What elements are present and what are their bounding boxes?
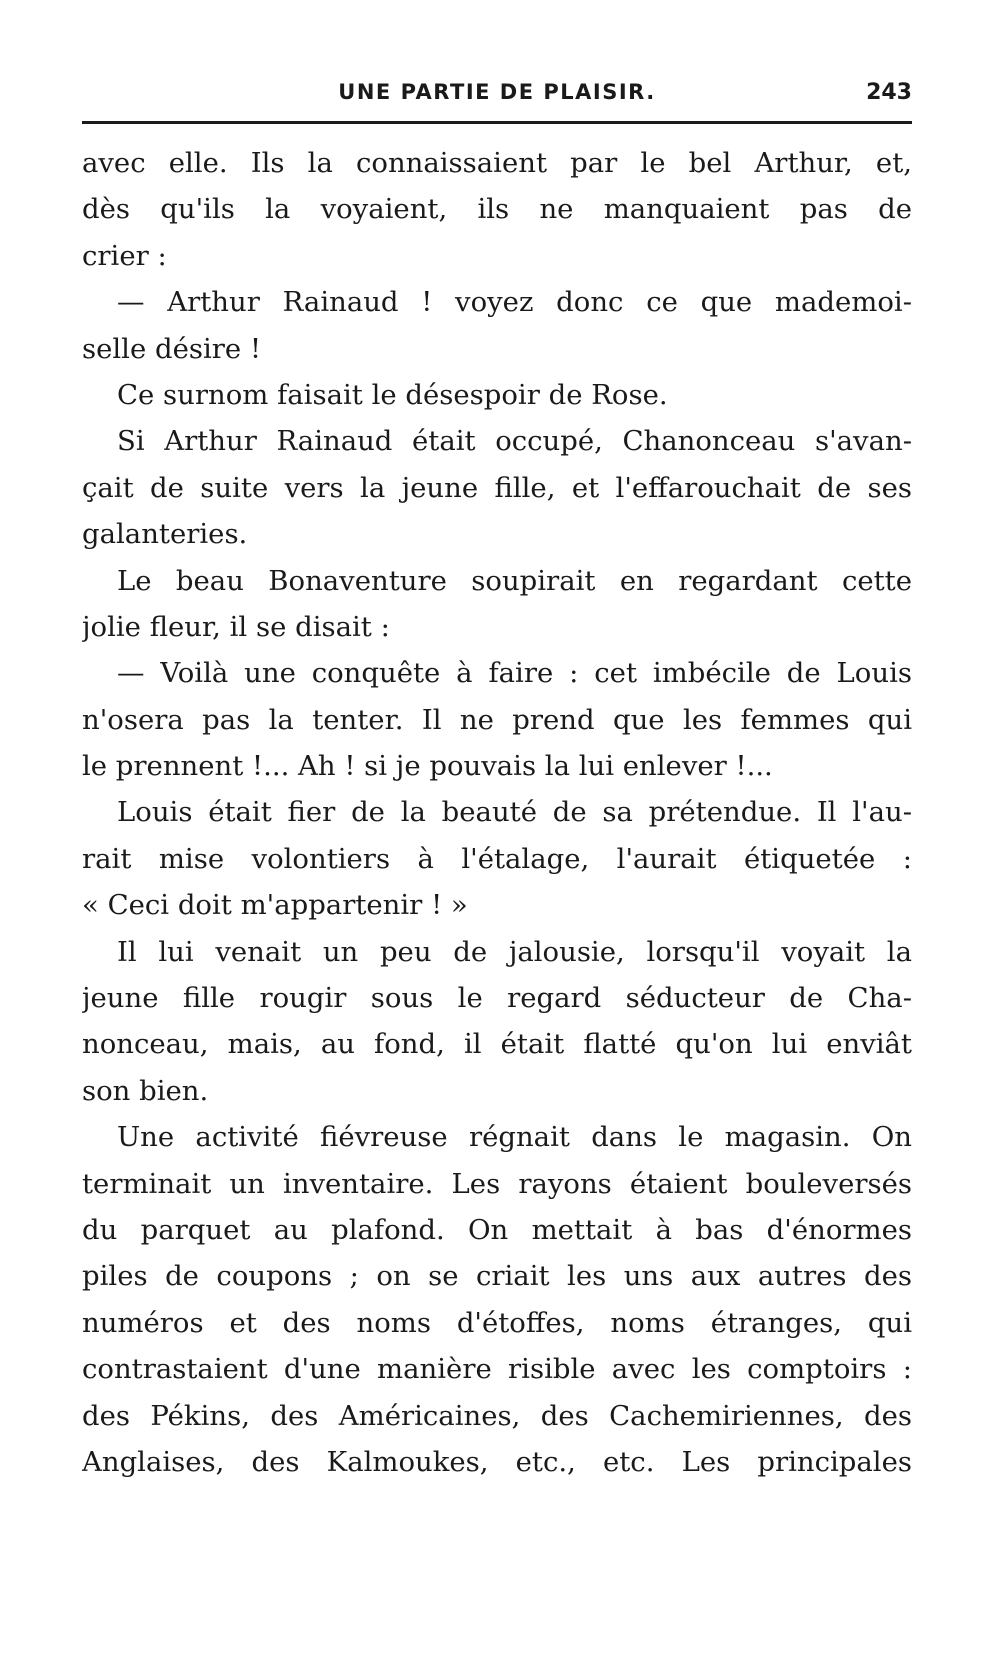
text-line: rait mise volontiers à l'étalage, l'aurait étiquetée : [82, 842, 912, 875]
text-line: — Arthur Rainaud ! voyez donc ce que mademoi- [117, 286, 912, 319]
text-line: galanteries. [82, 518, 248, 551]
text-line: du parquet au plafond. On mettait à bas d'énormes [82, 1213, 912, 1246]
text-line: çait de suite vers la jeune fille, et l'effarouchait de ses [82, 471, 912, 504]
text-line: terminait un inventaire. Les rayons étaient bouleversés [82, 1167, 912, 1200]
text-line: contrastaient d'une manière risible avec les comptoirs : [82, 1353, 912, 1386]
text-line: numéros et des noms d'étoffes, noms étranges, qui [82, 1306, 912, 1339]
text-line: Anglaises, des Kalmoukes, etc., etc. Les principales [82, 1445, 912, 1478]
text-line: son bien. [82, 1074, 209, 1107]
text-line: « Ceci doit m'appartenir ! » [82, 889, 468, 922]
text-line: Le beau Bonaventure soupirait en regardant cette [117, 564, 912, 597]
text-line: Louis était fier de la beauté de sa prétendue. Il l'au- [117, 796, 912, 829]
text-line: selle désire ! [82, 332, 261, 365]
running-head [82, 78, 912, 118]
text-line: dès qu'ils la voyaient, ils ne manquaient pas de [82, 193, 912, 226]
text-line: le prennent !... Ah ! si je pouvais la lui enlever !... [82, 750, 773, 783]
text-line: Une activité fiévreuse régnait dans le magasin. On [117, 1121, 912, 1154]
text-line: Ce surnom faisait le désespoir de Rose. [117, 378, 668, 411]
text-line: crier : [82, 239, 167, 272]
text-line: des Pékins, des Américaines, des Cachemiriennes, des [82, 1399, 912, 1432]
text-line: — Voilà une conquête à faire : cet imbécile de Louis [117, 657, 912, 690]
text-line: n'osera pas la tenter. Il ne prend que les femmes qui [82, 703, 912, 736]
text-line: Il lui venait un peu de jalousie, lorsqu'il voyait la [117, 935, 912, 968]
text-line: jolie fleur, il se disait : [82, 610, 390, 643]
page-number: 243 [866, 80, 912, 105]
text-line: nonceau, mais, au fond, il était flatté qu'on lui enviât [82, 1028, 912, 1061]
text-line: Si Arthur Rainaud était occupé, Chanonceau s'avan- [117, 425, 912, 458]
text-line: avec elle. Ils la connaissaient par le bel Arthur, et, [82, 147, 912, 179]
text-line: jeune fille rougir sous le regard séducteur de Cha- [82, 982, 912, 1015]
text-line: piles de coupons ; on se criait les uns aux autres des [82, 1260, 912, 1293]
running-title: UNE PARTIE DE PLAISIR. [338, 80, 656, 104]
header-rule [82, 121, 912, 124]
body-text [82, 140, 912, 1485]
